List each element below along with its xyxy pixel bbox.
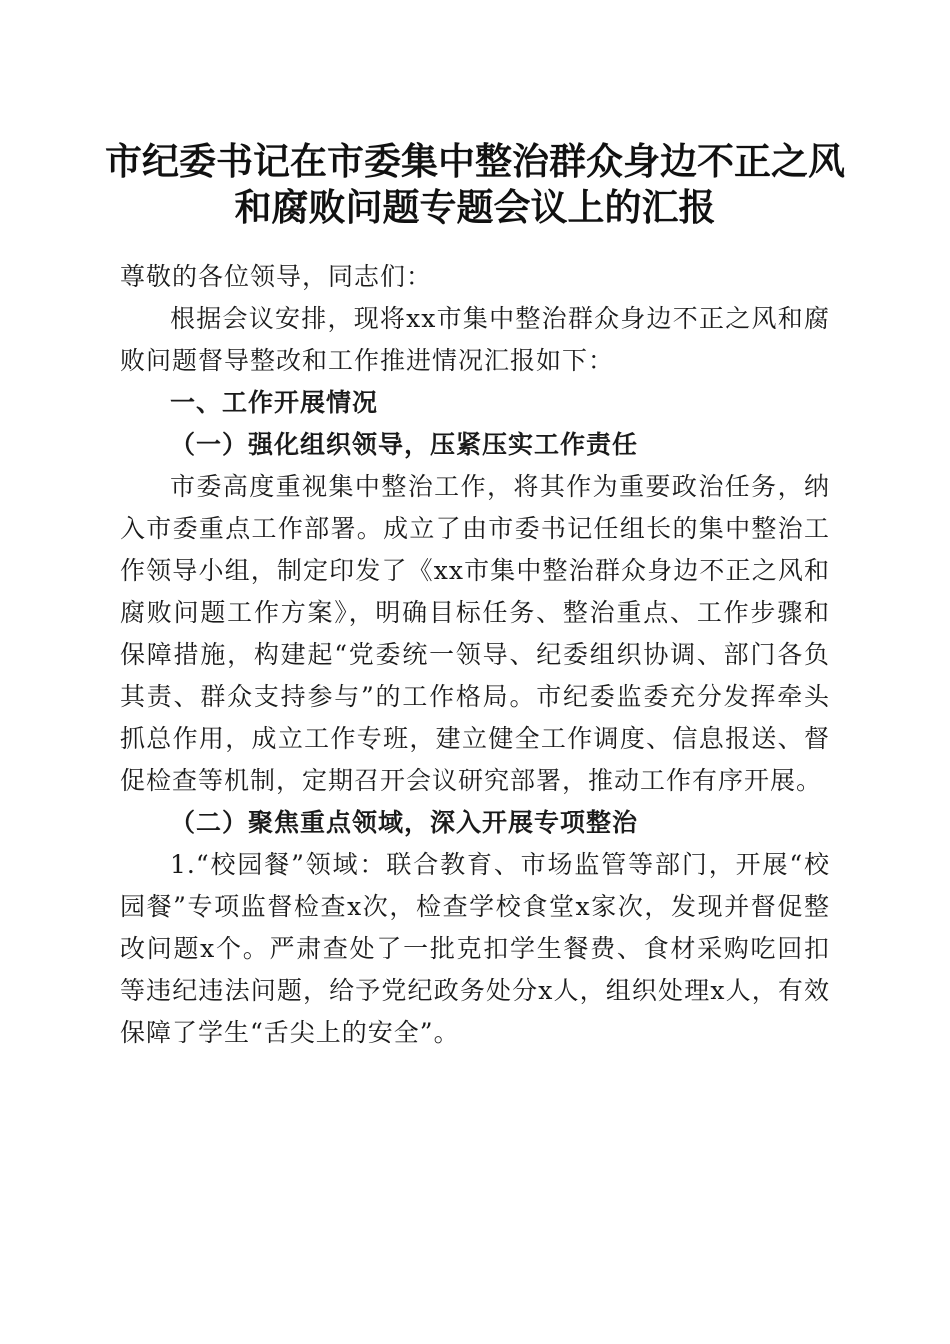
title-line-2: 和腐败问题专题会议上的汇报 xyxy=(234,185,716,229)
title-line-1: 市纪委书记在市委集中整治群众身边不正之风 xyxy=(105,139,845,183)
document-body xyxy=(120,256,830,1054)
intro-paragraph: 根据会议安排，现将xx市集中整治群众身边不正之风和腐败问题督导整改和工作推进情况汇报如下： xyxy=(120,304,830,375)
item-1-paragraph: 1.“校园餐”领域：联合教育、市场监管等部门，开展“校园餐”专项监督检查x次，检查学校食堂x家次，发现并督促整改问题x个。严肃查处了一批克扣学生餐费、食材采购吃回扣等违纪违法问题，给予党纪政务处分x人，组织处理x人，有效保障了学生“舌尖上的安全”。 xyxy=(120,850,830,1047)
document-title xyxy=(105,138,845,230)
salutation: 尊敬的各位领导，同志们： xyxy=(120,262,433,291)
subsection-heading-2: （二）聚焦重点领域，深入开展专项整治 xyxy=(170,808,639,837)
section-heading-1: 一、工作开展情况 xyxy=(170,388,379,417)
subsection-heading-1: （一）强化组织领导，压紧压实工作责任 xyxy=(170,430,639,459)
subsection-1-paragraph: 市委高度重视集中整治工作，将其作为重要政治任务，纳入市委重点工作部署。成立了由市委书记任组长的集中整治工作领导小组，制定印发了《xx市集中整治群众身边不正之风和腐败问题工作方案》，明确目标任务、整治重点、工作步骤和保障措施，构建起“党委统一领导、纪委组织协调、部门各负其责、群众支持参与”的工作格局。市纪委监委充分发挥牵头抓总作用，成立工作专班，建立健全工作调度、信息报送、督促检查等机制，定期召开会议研究部署，推动工作有序开展。 xyxy=(120,472,830,795)
